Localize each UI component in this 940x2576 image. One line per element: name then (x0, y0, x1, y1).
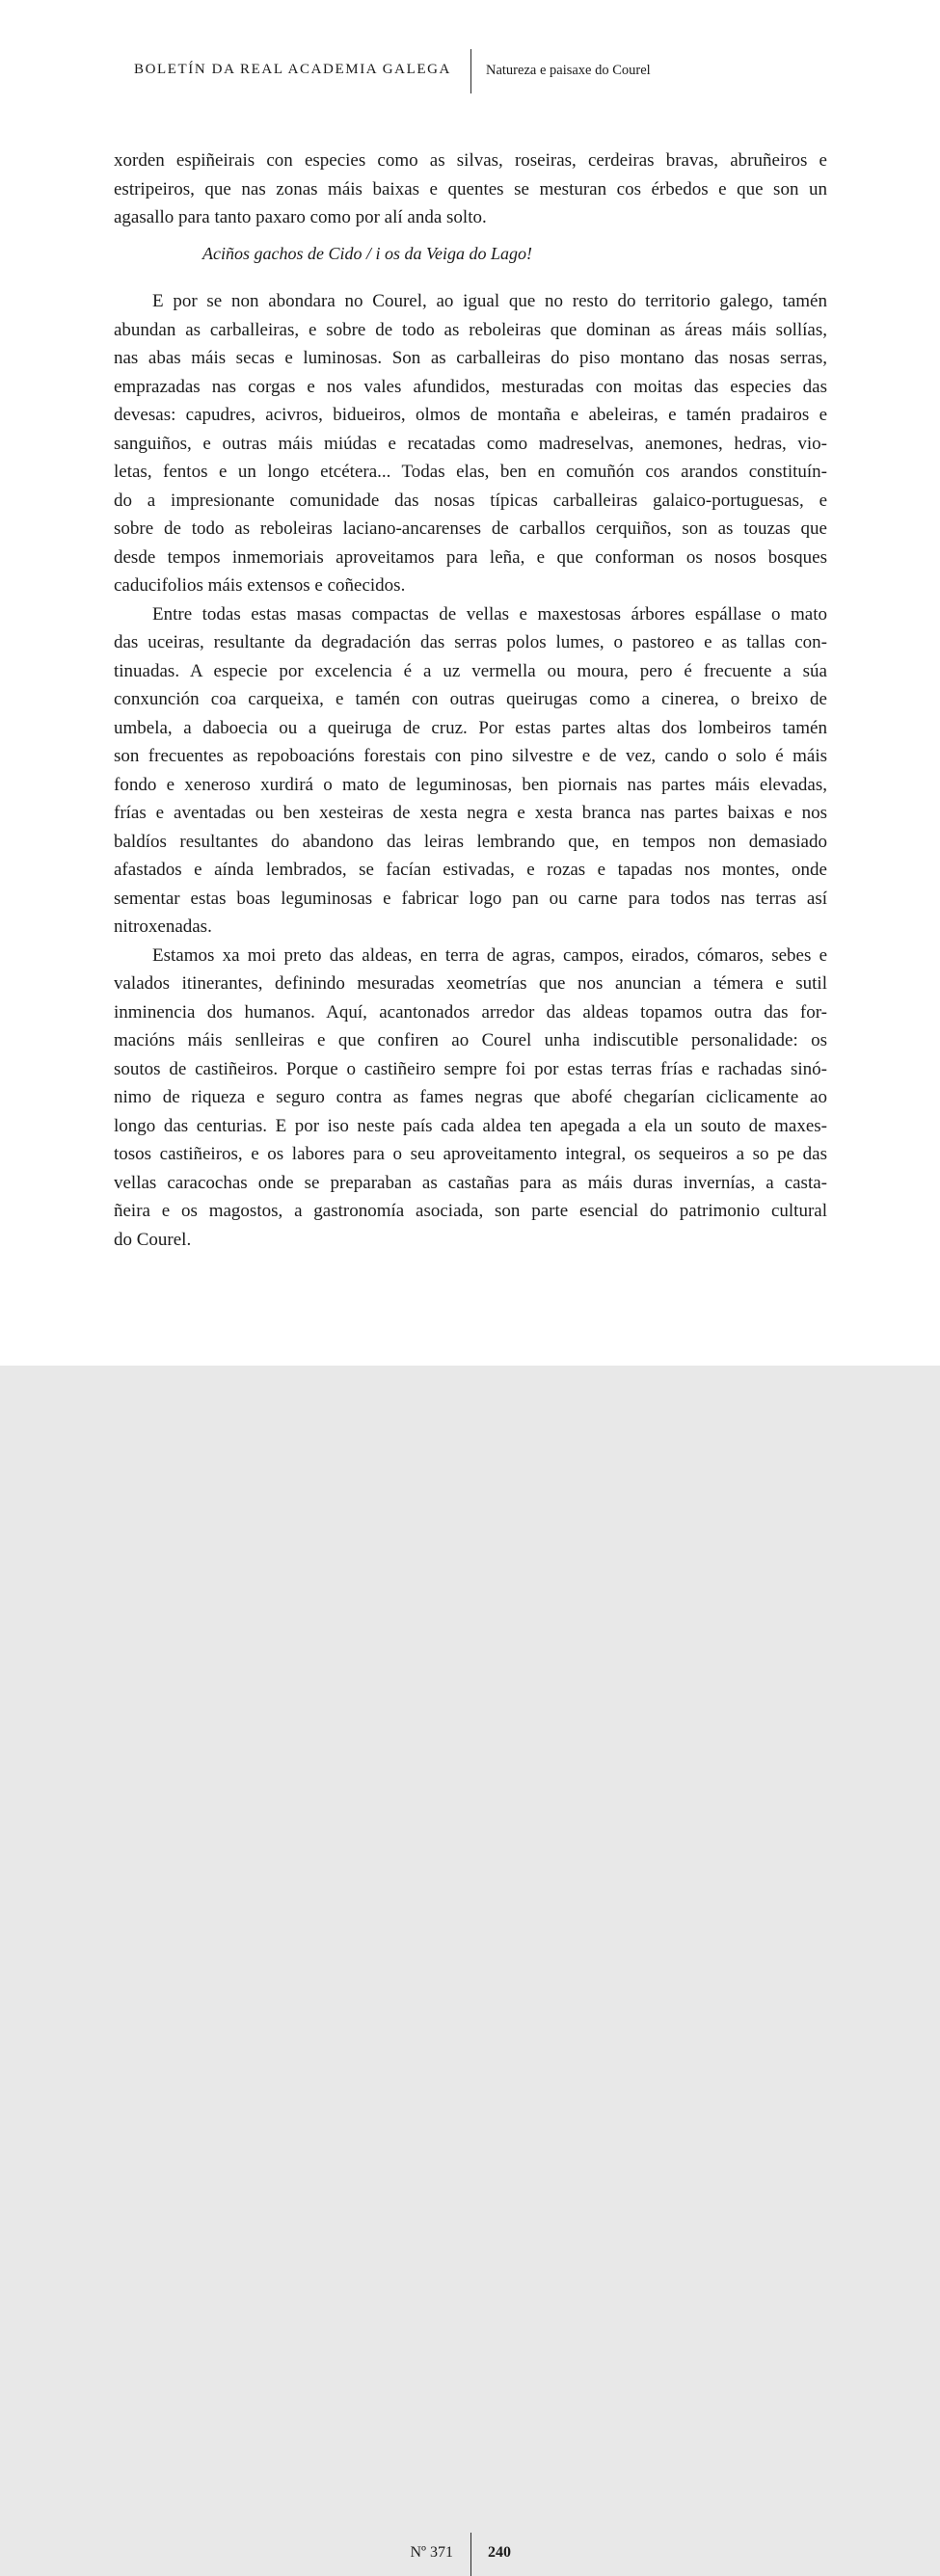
text-line: das uceiras, resultante da degradación das serras polos lumes, o pastoreo e as tallas con- (114, 632, 827, 652)
text-line: tosos castiñeiros, e os labores para o seu aproveitamento integral, os sequeiros a so pe das (114, 1144, 827, 1164)
text-line: tinuadas. A especie por excelencia é a uz vermella ou moura, pero é frecuente a súa (114, 660, 827, 681)
paragraph (114, 146, 827, 232)
text-line: emprazadas nas corgas e nos vales afundidos, mesturadas con moitas das especies das (114, 376, 827, 397)
text-line: ñeira e os magostos, a gastronomía asociada, son parte esencial do patrimonio cultural (114, 1201, 827, 1221)
text-line: agasallo para tanto paxaro como por alí anda solto. (114, 207, 487, 227)
text-line: frías e aventadas ou ben xesteiras de xesta negra e xesta branca nas partes baixas e nos (114, 803, 827, 823)
text-line: letas, fentos e un longo etcétera... Todas elas, ben en comuñón cos arandos constituín- (114, 462, 827, 482)
article-text (114, 146, 827, 1254)
text-line: do a impresionante comunidade das nosas típicas carballeiras galaico-portuguesas, e (114, 490, 827, 511)
text-line: abundan as carballeiras, e sobre de todo as reboleiras que dominan as áreas máis sollías, (114, 319, 827, 340)
paragraph (114, 942, 827, 1255)
text-line: E por se non abondara no Courel, ao igual que no resto do territorio galego, tamén (152, 291, 827, 311)
text-line: afastados e aínda lembrados, se facían estivadas, e rozas e tapadas nos montes, onde (114, 860, 827, 880)
text-line: nas abas máis secas e luminosas. Son as carballeiras do piso montano das nosas serras, (114, 348, 827, 368)
text-line: soutos de castiñeiros. Porque o castiñeiro sempre foi por estas terras frías e rachadas sinó- (114, 1058, 827, 1079)
text-line: macións máis senlleiras e que confiren ao Courel unha indiscutible personalidade: os (114, 1030, 827, 1050)
text-line: vellas caracochas onde se preparaban as castañas para as máis duras invernías, a casta- (114, 1172, 827, 1193)
text-line: sementar estas boas leguminosas e fabricar logo pan ou carne para todos nas terras así (114, 888, 827, 909)
text-line: valados itinerantes, definindo mesuradas xeometrías que nos anuncian a témera e sutil (114, 973, 827, 994)
text-line: son frecuentes as repoboacións forestais con pino silvestre e de vez, cando o solo é máis (114, 746, 827, 766)
text-line: sanguiños, e outras máis miúdas e recatadas como madreselvas, anemones, hedras, vio- (114, 433, 827, 454)
issue-number: Nº 371 (410, 2544, 453, 2561)
text-line: baldíos resultantes do abandono das leiras lembrando que, en tempos non demasiado (114, 831, 827, 852)
text-line: conxunción coa carqueixa, e tamén con outras queirugas como a cinerea, o breixo de (114, 689, 827, 709)
text-line: desde tempos inmemoriais aproveitamos para leña, e que conforman os nosos bosques (114, 546, 827, 568)
paragraph (114, 287, 827, 600)
text-line: xorden espiñeirais con especies como as silvas, roseiras, cerdeiras bravas, abruñeiros e (114, 150, 827, 171)
running-head (0, 0, 940, 106)
text-line: nitroxenadas. (114, 916, 212, 937)
page-number: 240 (488, 2544, 511, 2561)
text-line: nimo de riqueza e seguro contra as fames negras que abofé chegarían ciclicamente ao (114, 1087, 827, 1107)
text-line: longo das centurias. E por iso neste país cada aldea ten apegada a ela un souto de maxes- (114, 1115, 827, 1136)
footer-divider-rule (470, 2533, 471, 2576)
text-line: Estamos xa moi preto das aldeas, en terra de agras, campos, eirados, cómaros, sebes e (152, 944, 827, 966)
verse-quote (202, 240, 827, 269)
text-line: caducifolios máis extensos e coñecidos. (114, 575, 406, 596)
text-line: do Courel. (114, 1229, 192, 1250)
text-line: inminencia dos humanos. Aquí, acantonados arredor das aldeas topamos outra das for- (114, 1001, 827, 1022)
paragraph (114, 600, 827, 942)
journal-title: BOLETÍN DA REAL ACADEMIA GALEGA (133, 62, 451, 77)
text-line: umbela, a daboecia ou a queiruga de cruz. Por estas partes altas dos lombeiros tamén (114, 717, 827, 738)
text-line: estripeiros, que nas zonas máis baixas e quentes se mesturan cos érbedos e que son un (114, 178, 827, 199)
header-divider-rule (470, 49, 471, 93)
text-line: sobre de todo as reboleiras laciano-ancarenses de carballos cerquiños, son as touzas que (114, 518, 827, 539)
article-title: Natureza e paisaxe do Courel (486, 63, 651, 78)
page-footer (0, 1260, 940, 2561)
text-line: Aciños gachos de Cido / i os da Veiga do Lago! (202, 243, 532, 263)
text-line: Entre todas estas masas compactas de vellas e maxestosas árbores espállase o mato (152, 603, 827, 624)
text-line: fondo e xeneroso xurdirá o mato de leguminosas, ben piornais nas partes máis elevadas, (114, 774, 827, 795)
text-line: devesas: capudres, acivros, bidueiros, olmos de montaña e abeleiras, e tamén pradairos e (114, 405, 827, 425)
